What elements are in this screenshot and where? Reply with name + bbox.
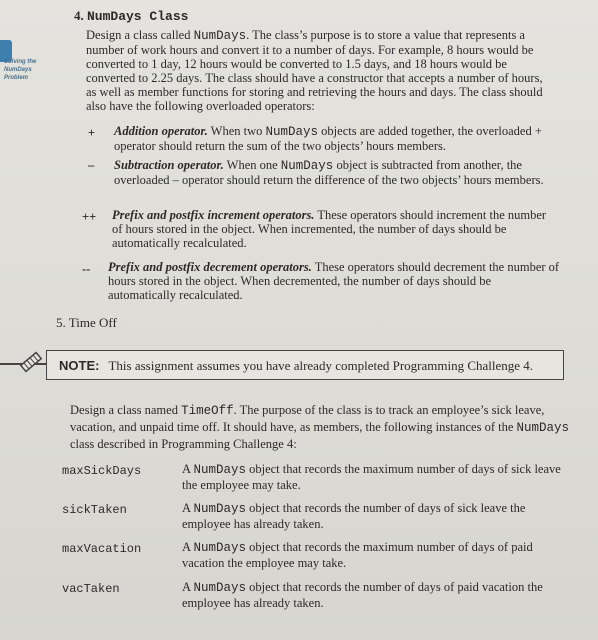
challenge-4-intro: Design a class called NumDays. The class’s purpose is to store a value that represents a number of work hours and convert it to a number of days. For example, 8 hours would be converted to 1 day, 12 hours would be converted to 1.5 days, and 18 hours would be converted to 2.25 days. The class should have a constructor that accepts a number of hours, as well as member functions for storing and retrieving the hours and days. The class should also have the following overloaded operators:: [86, 28, 543, 113]
bullet-addition: Addition operator. When two NumDays objects are added together, the overloaded + operator should return the sum of the two objects’ hours members.: [114, 124, 542, 153]
note-label: NOTE:: [59, 358, 100, 373]
member-name-vactaken: vacTaken: [62, 582, 120, 596]
bullet-symbol-decrement: --: [82, 262, 91, 276]
member-name-maxvacation: maxVacation: [62, 542, 142, 556]
member-name-sicktaken: sickTaken: [62, 503, 127, 517]
challenge-4-heading: 4. NumDays Class: [74, 8, 189, 24]
bullet-subtraction: Subtraction operator. When one NumDays object is subtracted from another, the overloaded – operator should return the difference of the two objects’ hours members.: [114, 158, 544, 187]
bullet-symbol-subtract: –: [88, 158, 95, 172]
member-desc-sicktaken: A NumDays object that records the number of days of sick leave the employee has already taken.: [182, 501, 526, 531]
member-desc-vactaken: A NumDays object that records the number of days of paid vacation the employee has already taken.: [182, 580, 543, 610]
note-box: [46, 350, 564, 380]
challenge-5-heading: 5. Time Off: [56, 315, 117, 330]
challenge-5-title: Time Off: [68, 315, 117, 330]
challenge-5-intro: Design a class named TimeOff. The purpose of the class is to track an employee’s sick leave, vacation, and unpaid time off. It should have, as members, the following instances of the NumDays class described in Programming Challenge 4:: [70, 403, 570, 451]
member-desc-maxsickdays: A NumDays object that records the maximum number of days of sick leave the employee may take.: [182, 462, 561, 492]
bullet-decrement: Prefix and postfix decrement operators. These operators should decrement the number of hours stored in the object. When decremented, the number of days should be automatically recalculated.: [108, 260, 560, 302]
bullet-symbol-increment: ++: [82, 210, 97, 224]
bullet-increment: Prefix and postfix increment operators. These operators should increment the number of hours stored in the object. When incremented, the number of days should be automatically recalculated.: [112, 208, 547, 250]
note-text: This assignment assumes you have already completed Programming Challenge 4.: [108, 358, 534, 373]
challenge-4-title: NumDays Class: [87, 9, 189, 24]
sidebar-video-label: Solving the NumDays Problem: [4, 59, 37, 81]
pencil-note-icon: [18, 349, 44, 375]
member-desc-maxvacation: A NumDays object that records the maximum number of days of paid vacation the employee may take.: [182, 540, 533, 570]
member-name-maxsickdays: maxSickDays: [62, 464, 142, 478]
bullet-symbol-add: +: [88, 126, 96, 140]
